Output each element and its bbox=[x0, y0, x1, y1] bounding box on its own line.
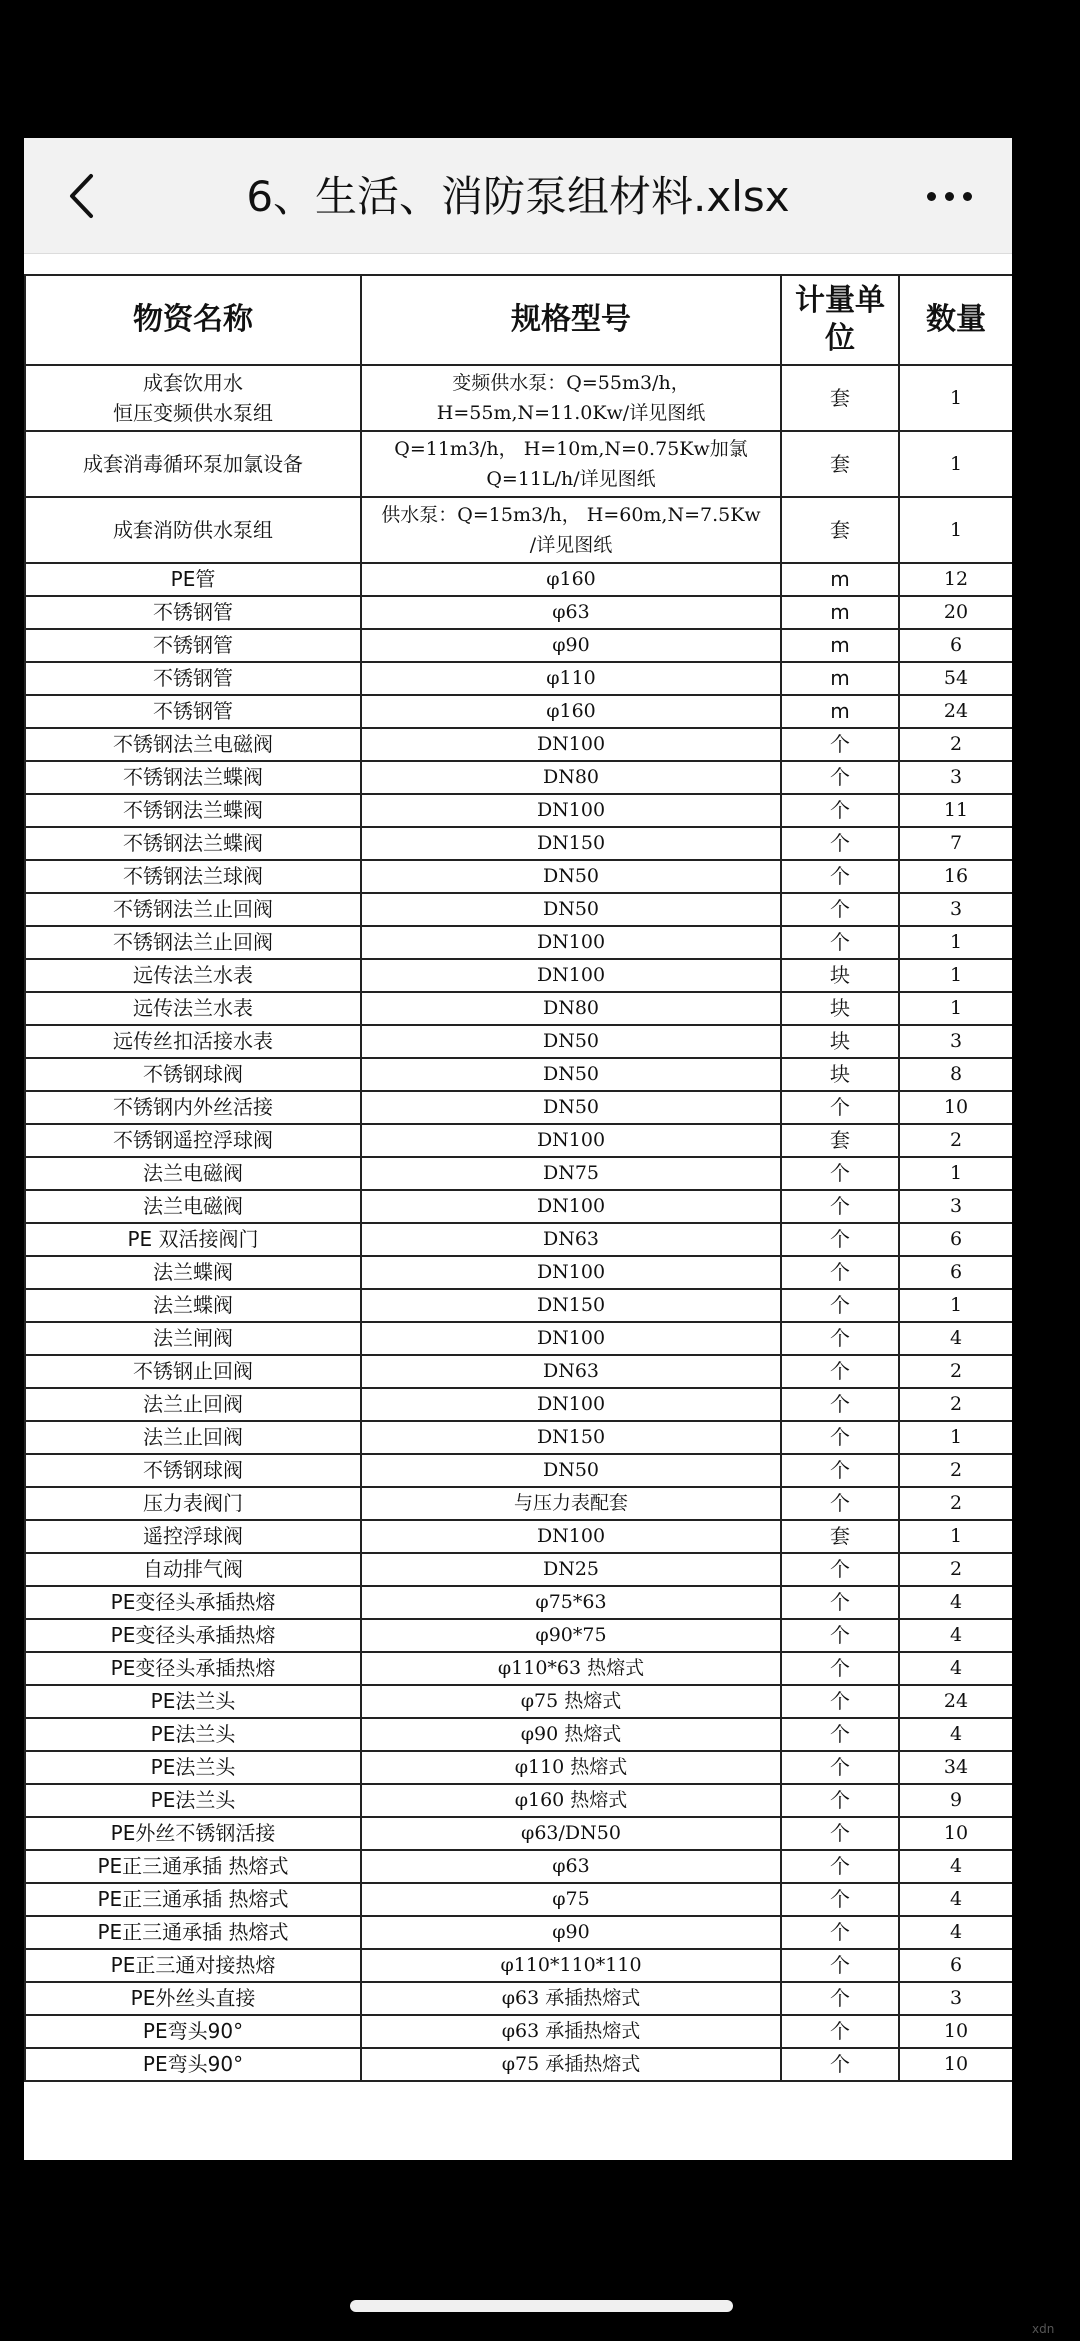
cell-spec[interactable]: φ75 热熔式 bbox=[361, 1685, 781, 1718]
cell-name[interactable]: 成套消毒循环泵加氯设备 bbox=[25, 431, 361, 497]
cell-unit[interactable]: 个 bbox=[781, 1916, 899, 1949]
cell-qty[interactable]: 1 bbox=[899, 1157, 1012, 1190]
cell-name[interactable]: PE法兰头 bbox=[25, 1784, 361, 1817]
cell-spec[interactable]: DN50 bbox=[361, 1454, 781, 1487]
cell-qty[interactable]: 6 bbox=[899, 1949, 1012, 1982]
cell-unit[interactable]: 个 bbox=[781, 1355, 899, 1388]
cell-spec[interactable]: DN150 bbox=[361, 827, 781, 860]
cell-name[interactable]: 成套饮用水 恒压变频供水泵组 bbox=[25, 365, 361, 431]
cell-qty[interactable]: 2 bbox=[899, 1487, 1012, 1520]
cell-name[interactable]: 不锈钢管 bbox=[25, 695, 361, 728]
table-row bbox=[25, 1982, 1012, 2015]
back-button[interactable] bbox=[54, 168, 110, 224]
table-row bbox=[25, 1289, 1012, 1322]
cell-name[interactable]: 不锈钢管 bbox=[25, 596, 361, 629]
cell-unit[interactable]: 套 bbox=[781, 497, 899, 563]
cell-qty[interactable]: 10 bbox=[899, 1091, 1012, 1124]
cell-spec[interactable]: φ160 热熔式 bbox=[361, 1784, 781, 1817]
cell-spec[interactable]: DN100 bbox=[361, 794, 781, 827]
cell-qty[interactable]: 4 bbox=[899, 1718, 1012, 1751]
cell-name[interactable]: 不锈钢内外丝活接 bbox=[25, 1091, 361, 1124]
column-header-unit[interactable]: 计量单位 bbox=[781, 275, 899, 365]
cell-unit[interactable]: 个 bbox=[781, 1850, 899, 1883]
cell-unit[interactable]: 个 bbox=[781, 1289, 899, 1322]
cell-spec[interactable]: 与压力表配套 bbox=[361, 1487, 781, 1520]
more-button[interactable] bbox=[914, 176, 984, 216]
cell-name[interactable]: 法兰电磁阀 bbox=[25, 1190, 361, 1223]
cell-spec[interactable]: φ90*75 bbox=[361, 1619, 781, 1652]
table-row bbox=[25, 695, 1012, 728]
watermark: xdn bbox=[1032, 2322, 1055, 2336]
cell-qty[interactable]: 2 bbox=[899, 1388, 1012, 1421]
cell-unit[interactable]: 个 bbox=[781, 1718, 899, 1751]
cell-unit[interactable]: 个 bbox=[781, 1388, 899, 1421]
cell-name[interactable]: PE 双活接阀门 bbox=[25, 1223, 361, 1256]
cell-name[interactable]: PE变径头承插热熔 bbox=[25, 1586, 361, 1619]
table-row bbox=[25, 893, 1012, 926]
cell-qty[interactable]: 16 bbox=[899, 860, 1012, 893]
cell-spec[interactable]: DN63 bbox=[361, 1223, 781, 1256]
cell-unit[interactable]: 个 bbox=[781, 1619, 899, 1652]
table-row bbox=[25, 794, 1012, 827]
cell-name[interactable]: 远传法兰水表 bbox=[25, 959, 361, 992]
cell-name[interactable]: 远传法兰水表 bbox=[25, 992, 361, 1025]
cell-qty[interactable]: 20 bbox=[899, 596, 1012, 629]
cell-qty[interactable]: 1 bbox=[899, 959, 1012, 992]
cell-qty[interactable]: 34 bbox=[899, 1751, 1012, 1784]
cell-name[interactable]: 不锈钢法兰止回阀 bbox=[25, 926, 361, 959]
cell-unit[interactable]: 个 bbox=[781, 1487, 899, 1520]
cell-unit[interactable]: 个 bbox=[781, 1586, 899, 1619]
cell-unit[interactable]: 个 bbox=[781, 1949, 899, 1982]
more-horizontal-icon bbox=[945, 192, 954, 201]
cell-spec[interactable]: DN80 bbox=[361, 761, 781, 794]
cell-spec[interactable]: DN100 bbox=[361, 1520, 781, 1553]
cell-unit[interactable]: 个 bbox=[781, 1553, 899, 1586]
cell-unit[interactable]: m bbox=[781, 662, 899, 695]
cell-spec[interactable]: DN100 bbox=[361, 959, 781, 992]
cell-qty[interactable]: 4 bbox=[899, 1883, 1012, 1916]
table-row bbox=[25, 1322, 1012, 1355]
table-row bbox=[25, 1916, 1012, 1949]
cell-name[interactable]: 成套消防供水泵组 bbox=[25, 497, 361, 563]
cell-qty[interactable]: 10 bbox=[899, 2048, 1012, 2081]
cell-name[interactable]: 不锈钢遥控浮球阀 bbox=[25, 1124, 361, 1157]
cell-qty[interactable]: 8 bbox=[899, 1058, 1012, 1091]
cell-spec[interactable]: DN25 bbox=[361, 1553, 781, 1586]
table-row bbox=[25, 728, 1012, 761]
cell-spec[interactable]: DN63 bbox=[361, 1355, 781, 1388]
cell-spec[interactable]: φ63/DN50 bbox=[361, 1817, 781, 1850]
cell-name[interactable]: PE弯头90° bbox=[25, 2048, 361, 2081]
cell-name[interactable]: PE正三通承插 热熔式 bbox=[25, 1883, 361, 1916]
table-row bbox=[25, 1157, 1012, 1190]
cell-spec[interactable]: DN100 bbox=[361, 1256, 781, 1289]
cell-unit[interactable]: 块 bbox=[781, 1025, 899, 1058]
cell-qty[interactable]: 10 bbox=[899, 1817, 1012, 1850]
cell-name[interactable]: 不锈钢法兰电磁阀 bbox=[25, 728, 361, 761]
cell-spec[interactable]: φ160 bbox=[361, 563, 781, 596]
cell-qty[interactable]: 6 bbox=[899, 1256, 1012, 1289]
cell-qty[interactable]: 1 bbox=[899, 365, 1012, 431]
table-row bbox=[25, 926, 1012, 959]
table-row bbox=[25, 1421, 1012, 1454]
cell-unit[interactable]: 个 bbox=[781, 893, 899, 926]
cell-name[interactable]: PE正三通承插 热熔式 bbox=[25, 1916, 361, 1949]
cell-qty[interactable]: 24 bbox=[899, 1685, 1012, 1718]
cell-name[interactable]: 压力表阀门 bbox=[25, 1487, 361, 1520]
table-row bbox=[25, 431, 1012, 497]
cell-qty[interactable]: 7 bbox=[899, 827, 1012, 860]
cell-spec[interactable]: φ63 bbox=[361, 1850, 781, 1883]
cell-name[interactable]: 不锈钢法兰蝶阀 bbox=[25, 761, 361, 794]
cell-name[interactable]: 法兰电磁阀 bbox=[25, 1157, 361, 1190]
cell-unit[interactable]: 个 bbox=[781, 1751, 899, 1784]
cell-unit[interactable]: 个 bbox=[781, 1190, 899, 1223]
cell-spec[interactable]: φ63 bbox=[361, 596, 781, 629]
cell-name[interactable]: 远传丝扣活接水表 bbox=[25, 1025, 361, 1058]
cell-spec[interactable]: DN100 bbox=[361, 926, 781, 959]
cell-qty[interactable]: 1 bbox=[899, 1289, 1012, 1322]
cell-unit[interactable]: 个 bbox=[781, 1982, 899, 2015]
cell-name[interactable]: PE正三通承插 热熔式 bbox=[25, 1850, 361, 1883]
table-row bbox=[25, 1619, 1012, 1652]
cell-qty[interactable]: 3 bbox=[899, 893, 1012, 926]
cell-unit[interactable]: 块 bbox=[781, 959, 899, 992]
cell-spec[interactable]: φ63 承插热熔式 bbox=[361, 2015, 781, 2048]
cell-unit[interactable]: 套 bbox=[781, 1520, 899, 1553]
cell-unit[interactable]: 个 bbox=[781, 860, 899, 893]
cell-unit[interactable]: 个 bbox=[781, 1223, 899, 1256]
cell-spec[interactable]: DN50 bbox=[361, 1058, 781, 1091]
cell-spec[interactable]: φ110 bbox=[361, 662, 781, 695]
cell-qty[interactable]: 4 bbox=[899, 1586, 1012, 1619]
cell-qty[interactable]: 1 bbox=[899, 1520, 1012, 1553]
cell-name[interactable]: 法兰蝶阀 bbox=[25, 1256, 361, 1289]
table-row bbox=[25, 1454, 1012, 1487]
cell-qty[interactable]: 2 bbox=[899, 728, 1012, 761]
cell-qty[interactable]: 6 bbox=[899, 629, 1012, 662]
cell-spec[interactable]: DN50 bbox=[361, 893, 781, 926]
cell-qty[interactable]: 12 bbox=[899, 563, 1012, 596]
table-row bbox=[25, 1091, 1012, 1124]
cell-name[interactable]: PE法兰头 bbox=[25, 1751, 361, 1784]
cell-spec[interactable]: φ63 承插热熔式 bbox=[361, 1982, 781, 2015]
cell-spec[interactable]: DN50 bbox=[361, 1025, 781, 1058]
cell-name[interactable]: 不锈钢管 bbox=[25, 662, 361, 695]
cell-spec[interactable]: DN150 bbox=[361, 1421, 781, 1454]
cell-qty[interactable]: 4 bbox=[899, 1850, 1012, 1883]
cell-name[interactable]: 不锈钢球阀 bbox=[25, 1454, 361, 1487]
cell-spec[interactable]: φ75 承插热熔式 bbox=[361, 2048, 781, 2081]
table-row bbox=[25, 1817, 1012, 1850]
cell-name[interactable]: 不锈钢管 bbox=[25, 629, 361, 662]
cell-qty[interactable]: 10 bbox=[899, 2015, 1012, 2048]
cell-name[interactable]: PE变径头承插热熔 bbox=[25, 1619, 361, 1652]
cell-unit[interactable]: 个 bbox=[781, 1454, 899, 1487]
cell-name[interactable]: 不锈钢法兰球阀 bbox=[25, 860, 361, 893]
cell-qty[interactable]: 1 bbox=[899, 992, 1012, 1025]
cell-unit[interactable]: m bbox=[781, 563, 899, 596]
cell-qty[interactable]: 4 bbox=[899, 1652, 1012, 1685]
table-row bbox=[25, 596, 1012, 629]
table-row bbox=[25, 2015, 1012, 2048]
cell-qty[interactable]: 3 bbox=[899, 1982, 1012, 2015]
column-header-name[interactable]: 物资名称 bbox=[25, 275, 361, 365]
cell-spec[interactable]: φ75 bbox=[361, 1883, 781, 1916]
cell-qty[interactable]: 4 bbox=[899, 1619, 1012, 1652]
table-row bbox=[25, 365, 1012, 431]
app-screen bbox=[24, 138, 1012, 2160]
table-row bbox=[25, 1718, 1012, 1751]
table-row bbox=[25, 497, 1012, 563]
cell-unit[interactable]: 个 bbox=[781, 761, 899, 794]
cell-name[interactable]: PE变径头承插热熔 bbox=[25, 1652, 361, 1685]
table-row bbox=[25, 1883, 1012, 1916]
table-row bbox=[25, 1487, 1012, 1520]
cell-name[interactable]: 不锈钢法兰止回阀 bbox=[25, 893, 361, 926]
cell-name[interactable]: PE弯头90° bbox=[25, 2015, 361, 2048]
cell-unit[interactable]: 个 bbox=[781, 2015, 899, 2048]
cell-unit[interactable]: m bbox=[781, 695, 899, 728]
cell-unit[interactable]: m bbox=[781, 629, 899, 662]
cell-spec[interactable]: 供水泵：Q=15m3/h， H=60m,N=7.5Kw /详见图纸 bbox=[361, 497, 781, 563]
cell-name[interactable]: PE外丝头直接 bbox=[25, 1982, 361, 2015]
cell-spec[interactable]: φ160 bbox=[361, 695, 781, 728]
cell-unit[interactable]: 个 bbox=[781, 1256, 899, 1289]
table-row bbox=[25, 992, 1012, 1025]
table-row bbox=[25, 1751, 1012, 1784]
cell-spec[interactable]: φ110*110*110 bbox=[361, 1949, 781, 1982]
cell-name[interactable]: 法兰闸阀 bbox=[25, 1322, 361, 1355]
table-row bbox=[25, 1388, 1012, 1421]
table-row bbox=[25, 1124, 1012, 1157]
cell-qty[interactable]: 11 bbox=[899, 794, 1012, 827]
cell-name[interactable]: 不锈钢法兰蝶阀 bbox=[25, 794, 361, 827]
cell-unit[interactable]: 块 bbox=[781, 992, 899, 1025]
cell-spec[interactable]: φ90 bbox=[361, 629, 781, 662]
cell-qty[interactable]: 1 bbox=[899, 926, 1012, 959]
table-row bbox=[25, 1355, 1012, 1388]
table-row bbox=[25, 629, 1012, 662]
cell-name[interactable]: PE外丝不锈钢活接 bbox=[25, 1817, 361, 1850]
cell-name[interactable]: PE法兰头 bbox=[25, 1718, 361, 1751]
cell-unit[interactable]: m bbox=[781, 596, 899, 629]
table-row bbox=[25, 1685, 1012, 1718]
cell-name[interactable]: PE正三通对接热熔 bbox=[25, 1949, 361, 1982]
cell-unit[interactable]: 个 bbox=[781, 1157, 899, 1190]
cell-qty[interactable]: 4 bbox=[899, 1322, 1012, 1355]
cell-name[interactable]: PE管 bbox=[25, 563, 361, 596]
column-header-qty[interactable]: 数量 bbox=[899, 275, 1012, 365]
cell-unit[interactable]: 个 bbox=[781, 1421, 899, 1454]
more-horizontal-icon bbox=[927, 192, 936, 201]
table-row bbox=[25, 1652, 1012, 1685]
cell-name[interactable]: 遥控浮球阀 bbox=[25, 1520, 361, 1553]
table-row bbox=[25, 1190, 1012, 1223]
cell-qty[interactable]: 2 bbox=[899, 1454, 1012, 1487]
table-row bbox=[25, 662, 1012, 695]
cell-spec[interactable]: DN100 bbox=[361, 1388, 781, 1421]
cell-unit[interactable]: 个 bbox=[781, 1883, 899, 1916]
cell-qty[interactable]: 24 bbox=[899, 695, 1012, 728]
table-row bbox=[25, 1025, 1012, 1058]
cell-spec[interactable]: DN100 bbox=[361, 1322, 781, 1355]
cell-name[interactable]: 自动排气阀 bbox=[25, 1553, 361, 1586]
cell-unit[interactable]: 套 bbox=[781, 365, 899, 431]
cell-unit[interactable]: 套 bbox=[781, 431, 899, 497]
cell-unit[interactable]: 个 bbox=[781, 794, 899, 827]
cell-spec[interactable]: φ110*63 热熔式 bbox=[361, 1652, 781, 1685]
table-row bbox=[25, 1586, 1012, 1619]
home-indicator[interactable] bbox=[350, 2300, 733, 2312]
table-row bbox=[25, 1256, 1012, 1289]
cell-qty[interactable]: 9 bbox=[899, 1784, 1012, 1817]
cell-spec[interactable]: Q=11m3/h， H=10m,N=0.75Kw加氯 Q=11L/h/详见图纸 bbox=[361, 431, 781, 497]
table-row bbox=[25, 959, 1012, 992]
cell-spec[interactable]: DN100 bbox=[361, 1124, 781, 1157]
cell-name[interactable]: 不锈钢法兰蝶阀 bbox=[25, 827, 361, 860]
chevron-left-icon bbox=[67, 173, 97, 219]
cell-unit[interactable]: 个 bbox=[781, 1784, 899, 1817]
cell-spec[interactable]: DN100 bbox=[361, 1190, 781, 1223]
cell-name[interactable]: 法兰止回阀 bbox=[25, 1421, 361, 1454]
cell-name[interactable]: 不锈钢止回阀 bbox=[25, 1355, 361, 1388]
cell-qty[interactable]: 2 bbox=[899, 1355, 1012, 1388]
cell-spec[interactable]: DN75 bbox=[361, 1157, 781, 1190]
cell-name[interactable]: 法兰蝶阀 bbox=[25, 1289, 361, 1322]
cell-spec[interactable]: DN50 bbox=[361, 1091, 781, 1124]
cell-spec[interactable]: φ110 热熔式 bbox=[361, 1751, 781, 1784]
title-bar bbox=[24, 138, 1012, 254]
cell-unit[interactable]: 个 bbox=[781, 1652, 899, 1685]
cell-spec[interactable]: DN50 bbox=[361, 860, 781, 893]
cell-qty[interactable]: 1 bbox=[899, 1421, 1012, 1454]
cell-unit[interactable]: 个 bbox=[781, 926, 899, 959]
cell-unit[interactable]: 个 bbox=[781, 1817, 899, 1850]
cell-spec[interactable]: φ90 热熔式 bbox=[361, 1718, 781, 1751]
table-row bbox=[25, 1520, 1012, 1553]
cell-spec[interactable]: DN150 bbox=[361, 1289, 781, 1322]
table-row bbox=[25, 2048, 1012, 2081]
cell-spec[interactable]: φ75*63 bbox=[361, 1586, 781, 1619]
cell-spec[interactable]: DN100 bbox=[361, 728, 781, 761]
cell-qty[interactable]: 3 bbox=[899, 1190, 1012, 1223]
cell-qty[interactable]: 1 bbox=[899, 497, 1012, 563]
header-row bbox=[25, 275, 1012, 365]
column-header-spec[interactable]: 规格型号 bbox=[361, 275, 781, 365]
cell-qty[interactable]: 3 bbox=[899, 761, 1012, 794]
table-row bbox=[25, 1949, 1012, 1982]
spreadsheet-table[interactable] bbox=[24, 274, 1012, 2082]
cell-name[interactable]: PE法兰头 bbox=[25, 1685, 361, 1718]
document-title: 6、生活、消防泵组材料.xlsx bbox=[246, 172, 790, 221]
table-row bbox=[25, 563, 1012, 596]
cell-qty[interactable]: 6 bbox=[899, 1223, 1012, 1256]
cell-qty[interactable]: 4 bbox=[899, 1916, 1012, 1949]
cell-name[interactable]: 法兰止回阀 bbox=[25, 1388, 361, 1421]
cell-spec[interactable]: 变频供水泵：Q=55m3/h， H=55m,N=11.0Kw/详见图纸 bbox=[361, 365, 781, 431]
cell-name[interactable]: 不锈钢球阀 bbox=[25, 1058, 361, 1091]
table-row bbox=[25, 1058, 1012, 1091]
table-row bbox=[25, 827, 1012, 860]
cell-unit[interactable]: 个 bbox=[781, 2048, 899, 2081]
table-row bbox=[25, 1850, 1012, 1883]
table-row bbox=[25, 860, 1012, 893]
cell-qty[interactable]: 1 bbox=[899, 431, 1012, 497]
cell-qty[interactable]: 54 bbox=[899, 662, 1012, 695]
cell-spec[interactable]: DN80 bbox=[361, 992, 781, 1025]
cell-unit[interactable]: 个 bbox=[781, 1322, 899, 1355]
table-row bbox=[25, 1553, 1012, 1586]
cell-qty[interactable]: 2 bbox=[899, 1124, 1012, 1157]
cell-unit[interactable]: 个 bbox=[781, 728, 899, 761]
cell-qty[interactable]: 3 bbox=[899, 1025, 1012, 1058]
cell-unit[interactable]: 套 bbox=[781, 1124, 899, 1157]
table-row bbox=[25, 761, 1012, 794]
more-horizontal-icon bbox=[963, 192, 972, 201]
cell-qty[interactable]: 2 bbox=[899, 1553, 1012, 1586]
table-row bbox=[25, 1223, 1012, 1256]
table-row bbox=[25, 1784, 1012, 1817]
cell-spec[interactable]: φ90 bbox=[361, 1916, 781, 1949]
cell-unit[interactable]: 块 bbox=[781, 1058, 899, 1091]
cell-unit[interactable]: 个 bbox=[781, 827, 899, 860]
cell-unit[interactable]: 个 bbox=[781, 1091, 899, 1124]
cell-unit[interactable]: 个 bbox=[781, 1685, 899, 1718]
